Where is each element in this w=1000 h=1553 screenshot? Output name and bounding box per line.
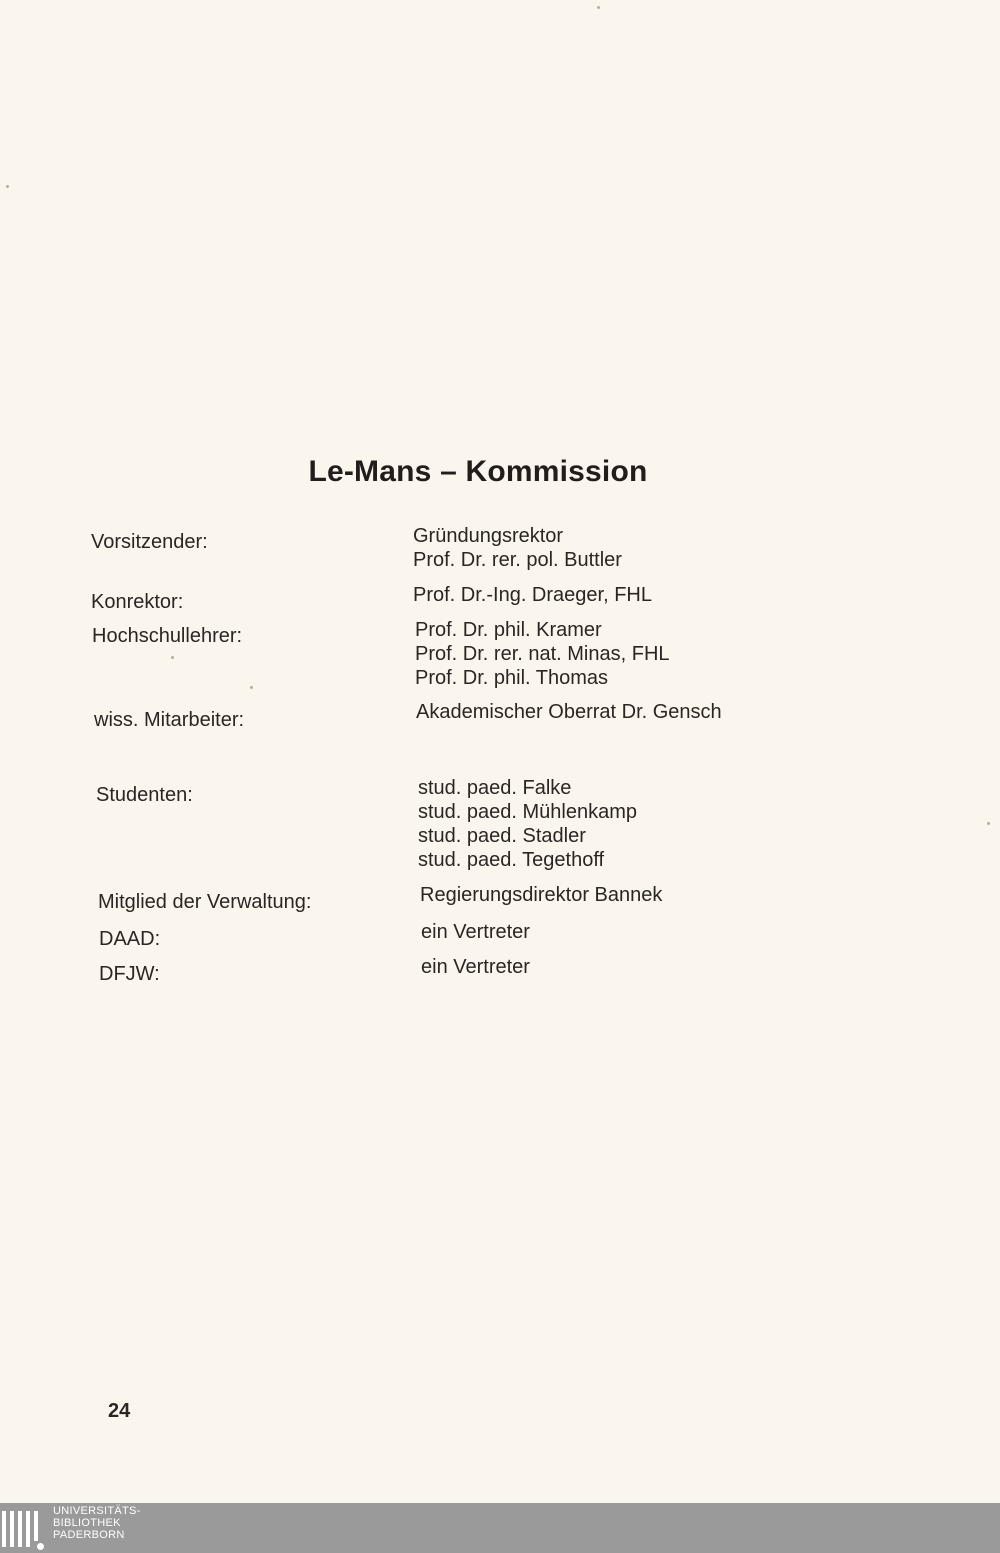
logo-line: UNIVERSITÄTS-: [53, 1505, 141, 1517]
logo-line: PADERBORN: [53, 1529, 125, 1541]
member-line: Prof. Dr. phil. Kramer: [415, 619, 602, 641]
member-line: ein Vertreter: [421, 921, 530, 943]
member-line: stud. paed. Stadler: [418, 825, 586, 847]
role-value-wiss-mitarbeiter: [416, 700, 722, 724]
member-line: Prof. Dr. phil. Thomas: [415, 667, 609, 689]
role-value-studenten: [418, 776, 637, 872]
member-line: Prof. Dr. rer. nat. Minas, FHL: [415, 643, 670, 665]
role-value-dfjw: [421, 955, 530, 979]
role-label-wiss-mitarbeiter: wiss. Mitarbeiter:: [94, 709, 245, 731]
member-line: Gründungsrektor: [413, 525, 564, 547]
paper-speck: [171, 656, 174, 659]
role-label-hochschullehrer: Hochschullehrer:: [92, 625, 243, 647]
member-line: stud. paed. Mühlenkamp: [418, 801, 638, 823]
role-value-konrektor: [413, 583, 652, 607]
member-line: ein Vertreter: [421, 956, 530, 978]
paper-speck: [987, 822, 990, 825]
member-line: stud. paed. Falke: [418, 777, 572, 799]
role-label-vorsitzender: Vorsitzender:: [91, 531, 208, 553]
role-value-daad: [421, 920, 530, 944]
role-value-vorsitzender: [413, 524, 622, 572]
role-label-daad: DAAD:: [99, 928, 161, 950]
member-line: stud. paed. Tegethoff: [418, 849, 605, 871]
role-value-hochschullehrer: [415, 618, 670, 690]
page-number: 24: [108, 1400, 131, 1422]
library-logo-text: [53, 1505, 141, 1541]
paper-speck: [250, 686, 253, 689]
role-label-konrektor: Konrektor:: [91, 591, 184, 613]
member-line: Prof. Dr. rer. pol. Buttler: [413, 549, 622, 571]
role-label-verwaltung: Mitglied der Verwaltung:: [98, 891, 312, 913]
logo-line: BIBLIOTHEK: [53, 1517, 121, 1529]
role-label-dfjw: DFJW:: [99, 963, 160, 985]
logo-dot-icon: [37, 1543, 44, 1550]
member-line: Regierungsdirektor Bannek: [420, 884, 663, 906]
member-line: Prof. Dr.-Ing. Draeger, FHL: [413, 584, 652, 606]
library-footer-bar: [0, 1503, 1000, 1553]
page-title: Le-Mans – Kommission: [308, 455, 648, 488]
member-line: Akademischer Oberrat Dr. Gensch: [416, 701, 722, 723]
role-value-verwaltung: [420, 883, 662, 907]
role-label-studenten: Studenten:: [96, 784, 193, 806]
paper-speck: [6, 185, 9, 188]
paper-speck: [597, 6, 600, 9]
